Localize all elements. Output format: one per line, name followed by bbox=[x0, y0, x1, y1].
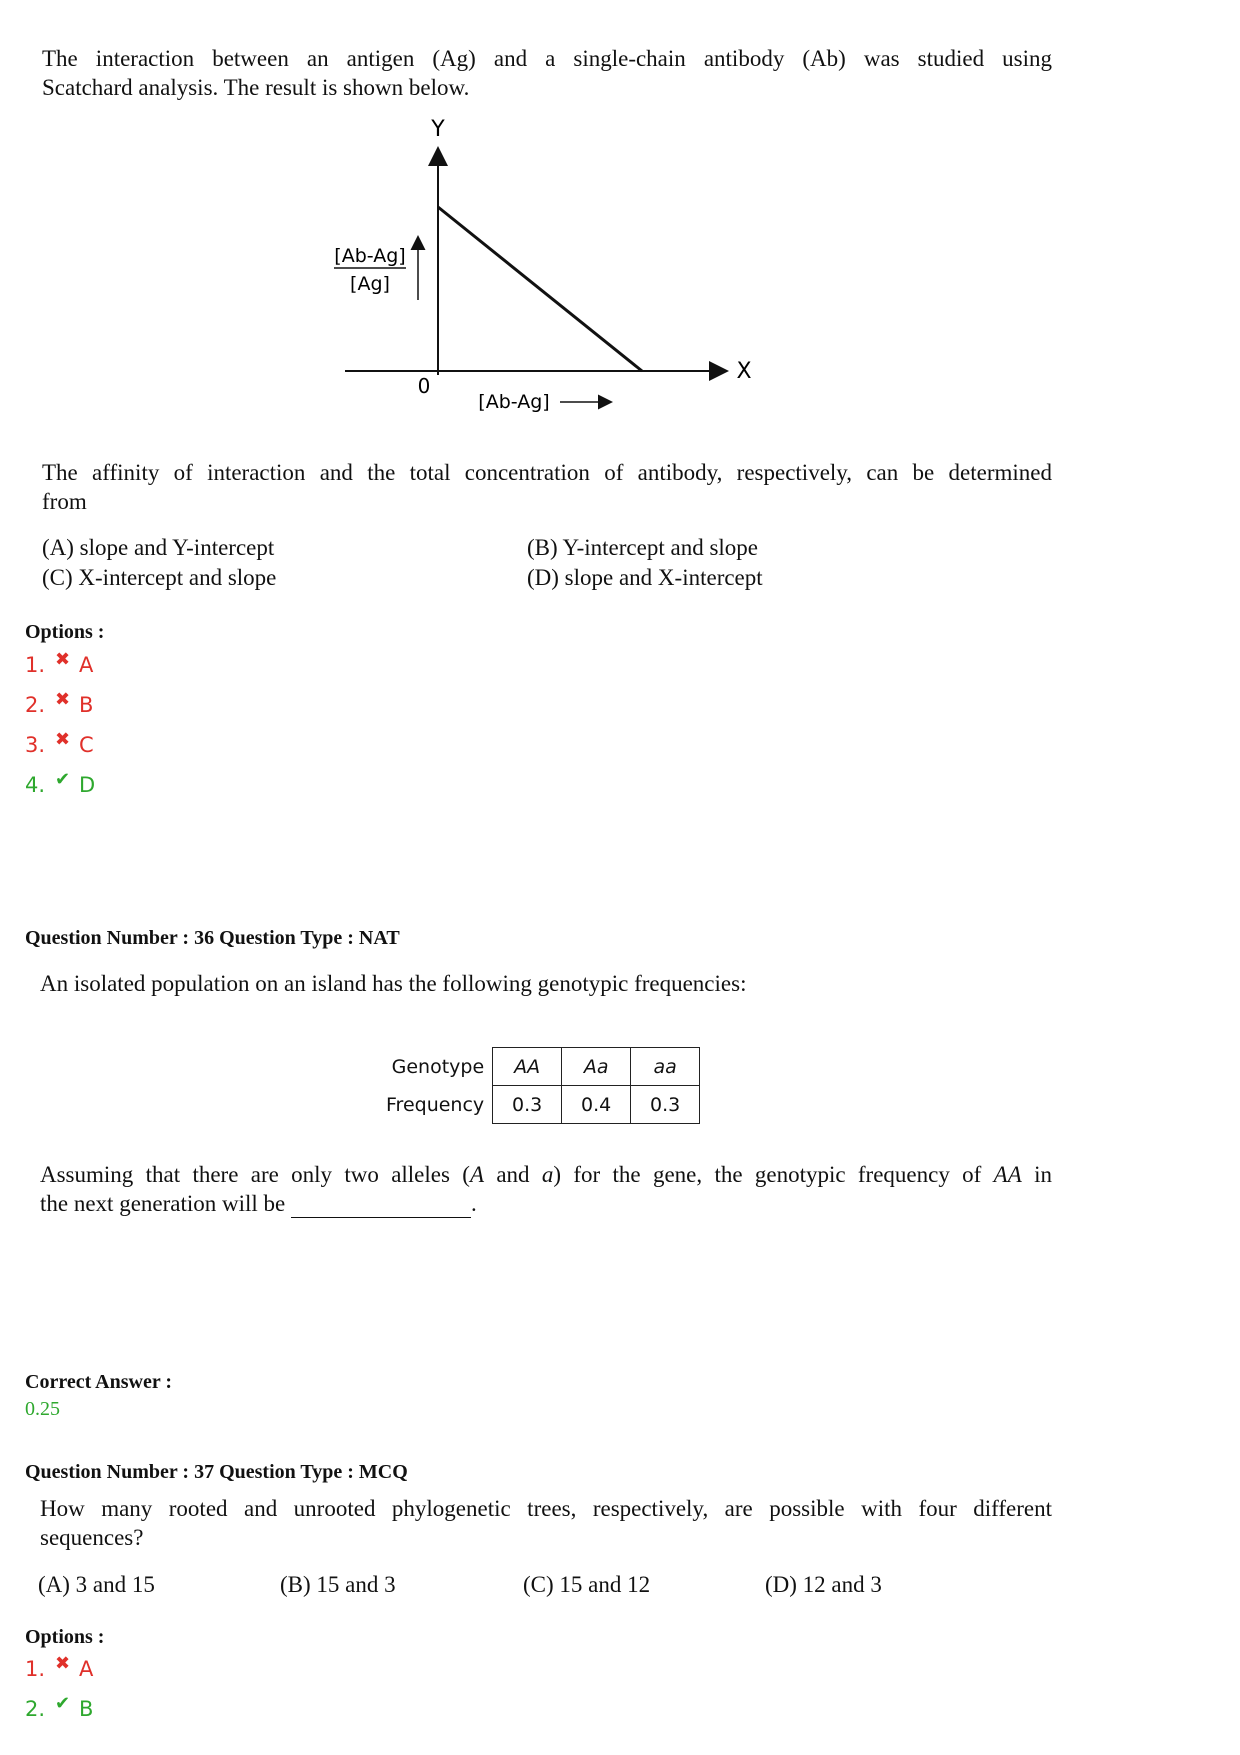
cross-icon: ✖ bbox=[55, 648, 71, 670]
q37-choice-c: (C) 15 and 12 bbox=[523, 1572, 651, 1597]
q37-stem-line2: sequences? bbox=[40, 1525, 144, 1550]
q36-header: Question Number : 36 Question Type : NAT bbox=[25, 927, 400, 949]
cross-icon: ✖ bbox=[55, 1652, 71, 1674]
q37-choice-d: (D) 12 and 3 bbox=[765, 1572, 882, 1597]
q35-stem-line2: Scatchard analysis. The result is shown below. bbox=[42, 75, 470, 100]
q36-assumption-line1: Assuming that there are only two alleles (A and a) for the gene, the genotypic frequency of AA in bbox=[40, 1162, 1052, 1187]
frequency-row bbox=[385, 1086, 700, 1124]
q35-choice-d: (D) slope and X-intercept bbox=[527, 565, 763, 590]
q35-question-line1: The affinity of interaction and the total concentration of antibody, respectively, can be determined bbox=[42, 460, 1052, 485]
genotype-cell: aa bbox=[631, 1048, 700, 1086]
q35-options-list bbox=[25, 650, 95, 800]
q35-question bbox=[42, 458, 1052, 516]
q35-option-1: 1. ✖ A bbox=[25, 648, 94, 677]
q36-assumption bbox=[40, 1160, 1052, 1218]
cross-icon: ✖ bbox=[55, 688, 71, 710]
q35-stem bbox=[42, 44, 1052, 102]
q37-option-1: 1. ✖ A bbox=[25, 1652, 94, 1681]
q37-stem bbox=[40, 1494, 1052, 1552]
checkmark-icon: ✔ bbox=[55, 1692, 71, 1714]
q35-options-label: Options : bbox=[25, 621, 105, 643]
x-label: [Ab-Ag] bbox=[478, 391, 550, 413]
cross-icon: ✖ bbox=[55, 728, 71, 750]
y-axis-label: Y bbox=[431, 117, 445, 142]
frequency-cell: 0.4 bbox=[562, 1086, 631, 1124]
checkmark-icon: ✔ bbox=[55, 768, 71, 790]
q35-option-2: 2. ✖ B bbox=[25, 688, 94, 717]
q37-stem-line1: How many rooted and unrooted phylogenetic trees, respectively, are possible with four different bbox=[40, 1496, 1052, 1521]
q36-correct-label: Correct Answer : bbox=[25, 1371, 172, 1393]
q37-header: Question Number : 37 Question Type : MCQ bbox=[25, 1461, 408, 1483]
frequency-cell: 0.3 bbox=[631, 1086, 700, 1124]
answer-blank bbox=[291, 1195, 471, 1218]
q37-options-label: Options : bbox=[25, 1626, 105, 1648]
q37-options-list bbox=[25, 1654, 93, 1724]
q35-question-line2: from bbox=[42, 489, 87, 514]
q35-choice-a: (A) slope and Y-intercept bbox=[42, 535, 275, 560]
y-label-denominator: [Ag] bbox=[350, 273, 390, 295]
q35-option-4: 4. ✔ D bbox=[25, 768, 96, 797]
q37-choice-b: (B) 15 and 3 bbox=[280, 1572, 396, 1597]
genotype-row bbox=[385, 1048, 700, 1086]
genotype-row-label: Genotype bbox=[391, 1055, 485, 1078]
q35-stem-line1: The interaction between an antigen (Ag) and a single-chain antibody (Ab) was studied using bbox=[42, 46, 1052, 71]
genotype-cell: AA bbox=[493, 1048, 562, 1086]
scatchard-line bbox=[438, 207, 642, 371]
y-label-numerator: [Ab-Ag] bbox=[334, 245, 406, 267]
q35-choice-c: (C) X-intercept and slope bbox=[42, 565, 277, 590]
q36-correct-value: 0.25 bbox=[25, 1398, 60, 1420]
q37-choice-a: (A) 3 and 15 bbox=[38, 1572, 155, 1597]
q36-assumption-line2: the next generation will be . bbox=[40, 1191, 477, 1216]
scatchard-graph bbox=[320, 110, 780, 420]
q37-option-2: 2. ✔ B bbox=[25, 1692, 94, 1721]
q35-choice-b: (B) Y-intercept and slope bbox=[527, 535, 758, 560]
genotype-table bbox=[385, 1047, 700, 1124]
frequency-row-label: Frequency bbox=[386, 1093, 485, 1116]
q35-option-3: 3. ✖ C bbox=[25, 728, 94, 757]
q36-stem: An isolated population on an island has the following genotypic frequencies: bbox=[40, 971, 747, 996]
origin-label: 0 bbox=[417, 374, 431, 398]
x-axis-label: X bbox=[736, 359, 752, 384]
genotype-cell: Aa bbox=[562, 1048, 631, 1086]
frequency-cell: 0.3 bbox=[493, 1086, 562, 1124]
